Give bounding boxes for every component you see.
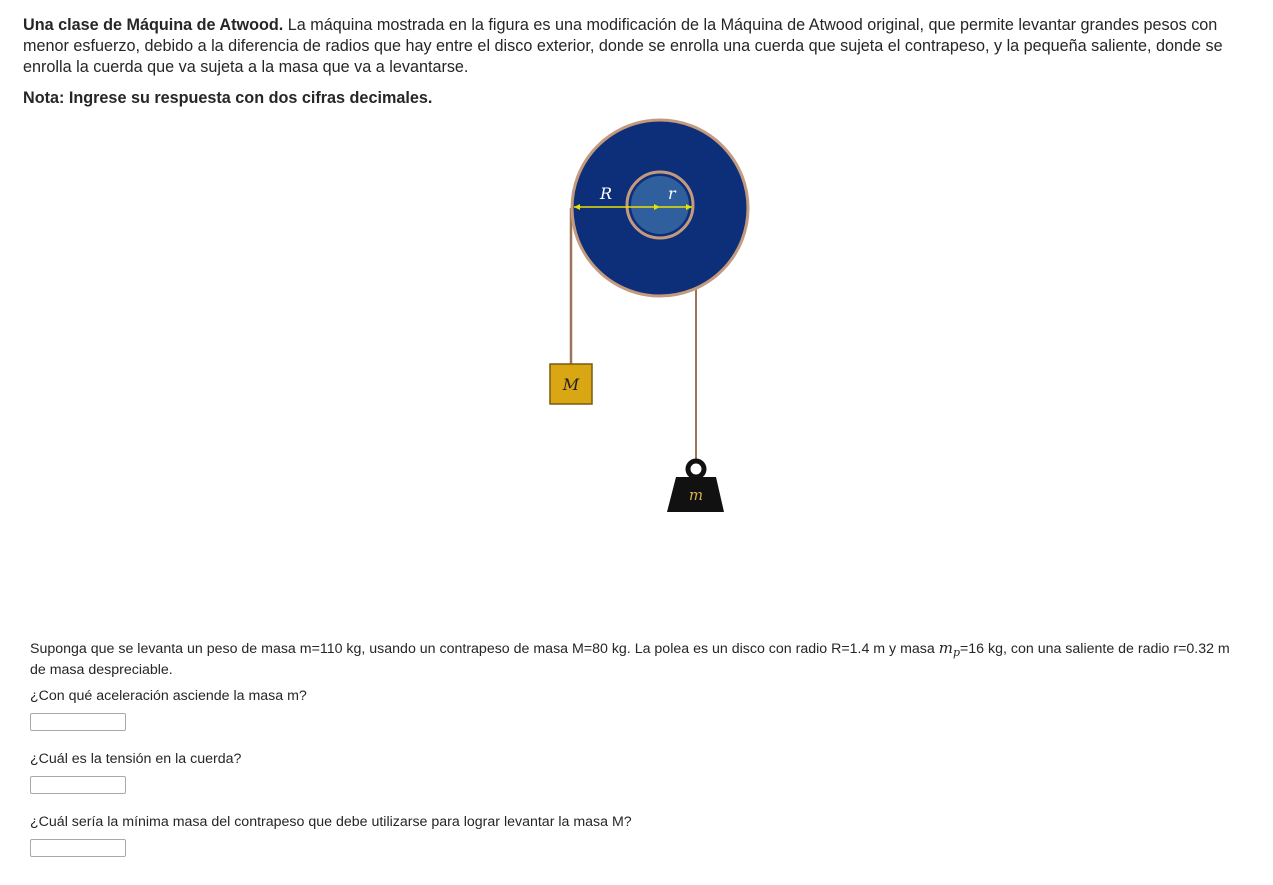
- radius-R-label: R: [600, 184, 613, 203]
- intro-text: La máquina mostrada en la figura es una modificación de la Máquina de Atwood original, que permite levantar grandes pesos con menor esfuerzo, debido a la diferencia de radios que hay entre el disco exterior, donde se enrolla una cuerda que sujeta el contrapeso, y la pequeña saliente, donde se enrolla la cuerda que va sujeta a la masa que va a levantarse.: [23, 16, 1223, 76]
- problem-text-part1: Suponga que se levanta un peso de masa m=110 kg, usando un contrapeso de masa M=80 kg. La polea es un disco con radio R=1.4 m y masa: [30, 641, 939, 657]
- load-weight-label: m: [688, 486, 704, 504]
- radius-r-label: r: [668, 184, 676, 203]
- counterweight-label: M: [562, 375, 580, 394]
- pulley-mass-symbol: m: [938, 639, 953, 657]
- answer-acceleration-input[interactable]: [30, 713, 126, 731]
- atwood-machine-figure: [540, 110, 770, 530]
- question-tension: ¿Cuál es la tensión en la cuerda?: [30, 751, 242, 767]
- load-weight-handle: [688, 461, 704, 477]
- pulley-hub: [631, 176, 689, 234]
- pulley-mass-subscript: p: [952, 646, 960, 659]
- answer-min-counterweight-input[interactable]: [30, 839, 126, 857]
- note-text: Nota: Ingrese su respuesta con dos cifras decimales.: [23, 89, 433, 107]
- question-acceleration: ¿Con qué aceleración asciende la masa m?: [30, 688, 307, 704]
- intro-title: Una clase de Máquina de Atwood.: [23, 16, 284, 34]
- question-min-counterweight: ¿Cuál sería la mínima masa del contrapeso que debe utilizarse para lograr levantar la masa M?: [30, 814, 632, 830]
- problem-text-part2: =16 kg, con una saliente de radio r=0.32 m de masa despreciable.: [30, 641, 1230, 678]
- problem-statement: [30, 638, 1230, 680]
- intro-paragraph: [23, 15, 1263, 78]
- answer-tension-input[interactable]: [30, 776, 126, 794]
